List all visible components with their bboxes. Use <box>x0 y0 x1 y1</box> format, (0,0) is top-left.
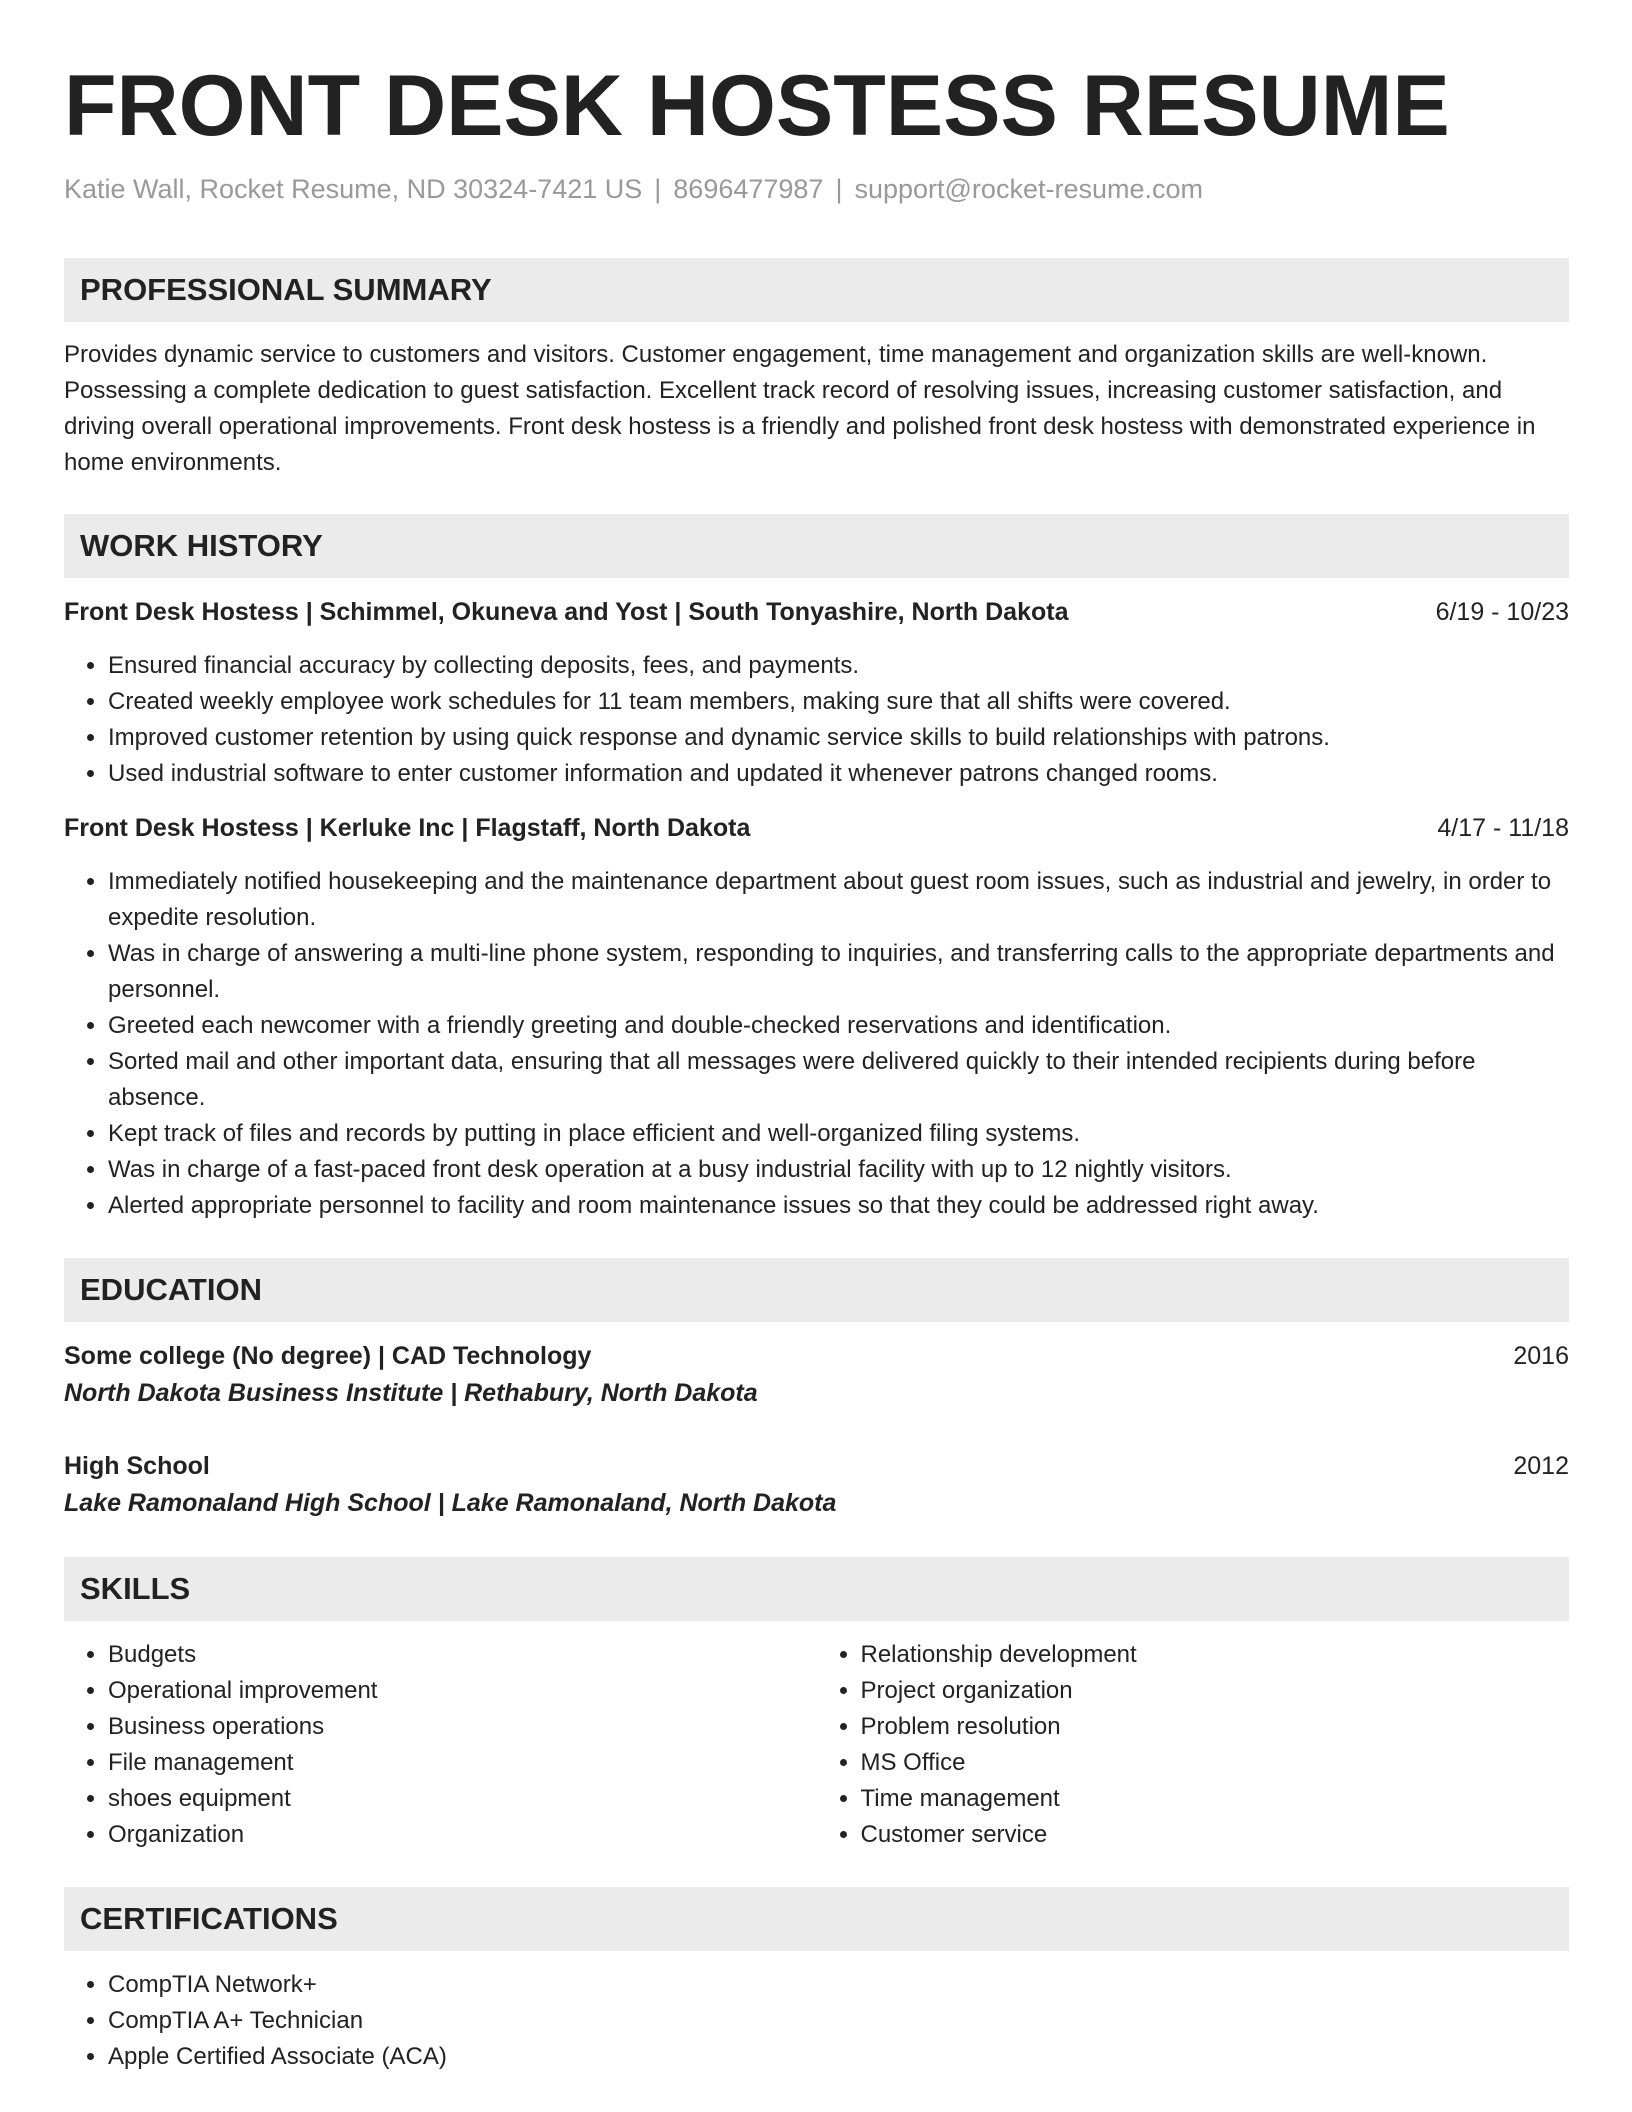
list-item: • Alerted appropriate personnel to facility and room maintenance issues so that they could be addressed right away. <box>108 1188 1569 1224</box>
education-degree: High School <box>64 1452 210 1480</box>
skill-item: • Problem resolution <box>861 1709 1570 1745</box>
list-item: • Created weekly employee work schedules for 11 team members, making sure that all shifts were covered. <box>108 684 1569 720</box>
skill-item: • Budgets <box>108 1637 817 1673</box>
education-degree: Some college (No degree) | CAD Technology <box>64 1342 592 1370</box>
job-title: Front Desk Hostess | Schimmel, Okuneva and Yost | South Tonyashire, North Dakota <box>64 598 1069 626</box>
education-header <box>64 1338 1569 1374</box>
list-item: • Kept track of files and records by putting in place efficient and well-organized filing systems. <box>108 1116 1569 1152</box>
contact-phone: 8696477987 <box>673 174 824 204</box>
skills-heading: SKILLS <box>64 1557 1569 1621</box>
skill-item: • MS Office <box>861 1745 1570 1781</box>
skill-item: • Operational improvement <box>108 1673 817 1709</box>
list-item: • Greeted each newcomer with a friendly greeting and double-checked reservations and identification. <box>108 1008 1569 1044</box>
certification-item: • Apple Certified Associate (ACA) <box>108 2039 1569 2075</box>
contact-line <box>64 172 1569 206</box>
list-item: • Improved customer retention by using quick response and dynamic service skills to build relationships with patrons. <box>108 720 1569 756</box>
education-year: 2012 <box>1513 1452 1569 1480</box>
education-institution: Lake Ramonaland High School | Lake Ramonaland, North Dakota <box>64 1489 837 1517</box>
certification-item: • CompTIA A+ Technician <box>108 2003 1569 2039</box>
certifications-heading: CERTIFICATIONS <box>64 1887 1569 1951</box>
skill-item: • Time management <box>861 1781 1570 1817</box>
list-item: • Sorted mail and other important data, ensuring that all messages were delivered quickly to their intended recipients during before absence. <box>108 1044 1569 1116</box>
certification-item: • CompTIA Network+ <box>108 1967 1569 2003</box>
work-history-heading: WORK HISTORY <box>64 514 1569 578</box>
job-dates: 6/19 - 10/23 <box>1435 598 1569 626</box>
contact-email: support@rocket-resume.com <box>854 174 1203 204</box>
job-duties-list <box>64 864 1569 1224</box>
list-item: • Used industrial software to enter customer information and updated it whenever patrons changed rooms. <box>108 756 1569 792</box>
skill-item: • Customer service <box>861 1817 1570 1853</box>
skills-list-left <box>64 1637 817 1853</box>
education-heading: EDUCATION <box>64 1258 1569 1322</box>
skills-grid <box>64 1637 1569 1853</box>
education-entry <box>64 1338 1569 1412</box>
job-entry <box>64 594 1569 792</box>
job-header <box>64 594 1569 630</box>
resume-title: FRONT DESK HOSTESS RESUME <box>64 58 1450 154</box>
contact-address: Katie Wall, Rocket Resume, ND 30324-7421 US <box>64 174 643 204</box>
certifications-list <box>64 1967 1569 2075</box>
contact-separator: | <box>835 174 843 204</box>
contact-separator: | <box>654 174 662 204</box>
job-duties-list <box>64 648 1569 792</box>
job-title: Front Desk Hostess | Kerluke Inc | Flagstaff, North Dakota <box>64 814 751 842</box>
skill-item: • File management <box>108 1745 817 1781</box>
education-institution: North Dakota Business Institute | Rethabury, North Dakota <box>64 1379 758 1407</box>
job-entry <box>64 810 1569 1224</box>
summary-text: Provides dynamic service to customers and visitors. Customer engagement, time management and organization skills are well-known. Possessing a complete dedication to guest satisfaction. Excellent track record of resolving issues, increasing customer satisfaction, and driving overall operational improvements. Front desk hostess is a friendly and polished front desk hostess with demonstrated experience in home environments. <box>64 341 1536 476</box>
skill-item: • shoes equipment <box>108 1781 817 1817</box>
skill-item: • Project organization <box>861 1673 1570 1709</box>
list-item: • Immediately notified housekeeping and the maintenance department about guest room issues, such as industrial and jewelry, in order to expedite resolution. <box>108 864 1569 936</box>
job-dates: 4/17 - 11/18 <box>1437 814 1569 842</box>
list-item: • Ensured financial accuracy by collecting deposits, fees, and payments. <box>108 648 1569 684</box>
summary-heading: PROFESSIONAL SUMMARY <box>64 258 1569 322</box>
list-item: • Was in charge of a fast-paced front desk operation at a busy industrial facility with up to 12 nightly visitors. <box>108 1152 1569 1188</box>
resume-page <box>64 0 1569 2075</box>
skill-item: • Organization <box>108 1817 817 1853</box>
skills-list-right <box>817 1637 1570 1853</box>
education-header <box>64 1448 1569 1484</box>
skill-item: • Business operations <box>108 1709 817 1745</box>
skill-item: • Relationship development <box>861 1637 1570 1673</box>
list-item: • Was in charge of answering a multi-line phone system, responding to inquiries, and transferring calls to the appropriate departments and personnel. <box>108 936 1569 1008</box>
job-header <box>64 810 1569 846</box>
education-year: 2016 <box>1513 1342 1569 1370</box>
education-entry <box>64 1448 1569 1522</box>
